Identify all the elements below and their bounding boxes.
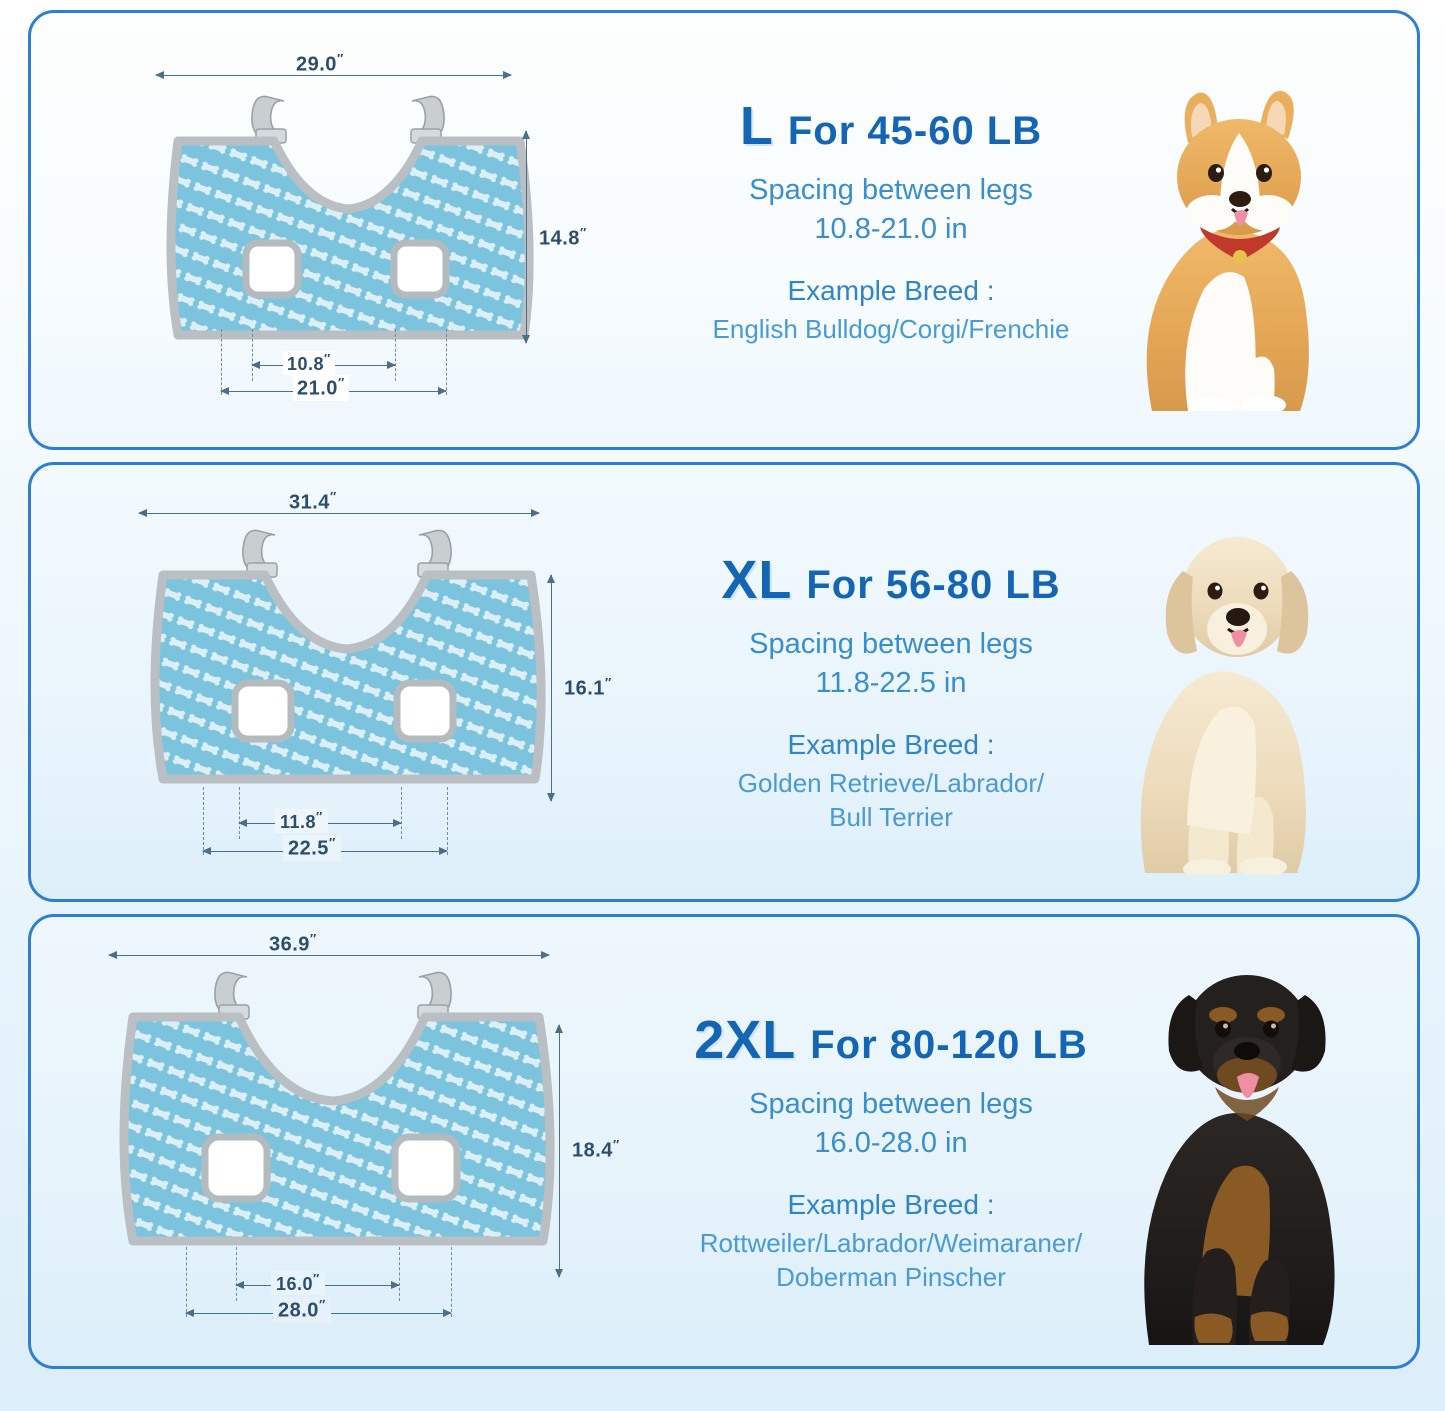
breed-heading-2xl: Example Breed : — [787, 1189, 995, 1221]
tick-outer-right-2xl — [451, 1247, 452, 1317]
size-heading-2xl — [631, 1009, 1151, 1071]
breed-heading-l: Example Breed : — [787, 275, 995, 307]
harness-illustration-l — [156, 93, 556, 383]
inner-spacing-label-xl: 11.8″ — [275, 809, 328, 833]
tick-inner-left-l — [252, 329, 253, 381]
spacing-label-l: Spacing between legs — [749, 174, 1033, 206]
weight-range-2xl: For 80-120 LB — [810, 1023, 1088, 1067]
spacing-value-l: 10.8-21.0 in — [814, 213, 968, 246]
dog-photo-rottweiler — [1097, 937, 1377, 1352]
size-card-l — [28, 10, 1420, 450]
corgi-icon — [1092, 81, 1362, 411]
weight-range-l: For 45-60 LB — [787, 109, 1043, 153]
weight-range-xl: For 56-80 LB — [806, 563, 1061, 607]
breed-list-l: English Bulldog/Corgi/Frenchie — [712, 314, 1070, 345]
size-heading-l — [631, 95, 1151, 157]
golden-retriever-icon — [1097, 505, 1347, 875]
size-tag-xl: XL — [721, 550, 793, 610]
harness-illustration-2xl — [109, 969, 579, 1289]
tick-inner-right-xl — [401, 787, 402, 839]
height-arrow-xl — [551, 575, 552, 801]
size-card-xl — [28, 462, 1420, 902]
size-tag-2xl: 2XL — [694, 1010, 797, 1070]
harness-diagram-xl — [61, 465, 621, 899]
outer-spacing-label-l: 21.0″ — [293, 375, 349, 401]
tick-outer-right-l — [446, 329, 447, 395]
width-label-l: 29.0″ — [296, 51, 344, 76]
height-label-xl: 16.1″ — [564, 675, 612, 700]
size-info-2xl — [631, 1009, 1151, 1295]
breed-list-xl-line1: Golden Retrieve/Labrador/ — [737, 768, 1045, 799]
height-label-l: 14.8″ — [539, 225, 587, 250]
width-label-2xl: 36.9″ — [269, 931, 317, 956]
tick-outer-right-xl — [447, 787, 448, 855]
inner-spacing-label-2xl: 16.0″ — [271, 1271, 325, 1295]
dog-photo-golden-retriever — [1097, 505, 1347, 880]
size-card-2xl — [28, 914, 1420, 1369]
breed-heading-xl: Example Breed : — [787, 729, 995, 761]
size-tag-l: L — [739, 96, 774, 156]
tick-inner-right-l — [395, 329, 396, 381]
breed-list-2xl-line2: Doberman Pinscher — [776, 1262, 1006, 1293]
rottweiler-icon — [1097, 937, 1377, 1347]
width-label-xl: 31.4″ — [289, 489, 337, 514]
size-info-xl — [631, 549, 1151, 835]
inner-spacing-label-l: 10.8″ — [283, 351, 335, 375]
spacing-label-2xl: Spacing between legs — [749, 1088, 1033, 1120]
height-arrow-l — [526, 131, 527, 343]
width-arrow-xl — [139, 513, 539, 514]
height-arrow-2xl — [559, 1025, 560, 1277]
harness-diagram-2xl — [61, 917, 621, 1366]
spacing-value-xl: 11.8-22.5 in — [815, 667, 967, 700]
tick-outer-left-xl — [203, 787, 204, 855]
outer-spacing-label-2xl: 28.0″ — [273, 1297, 331, 1323]
tick-inner-right-2xl — [399, 1247, 400, 1301]
breed-list-xl-line2: Bull Terrier — [829, 802, 953, 833]
tick-outer-left-2xl — [186, 1247, 187, 1317]
size-heading-xl — [631, 549, 1151, 611]
tick-inner-left-2xl — [236, 1247, 237, 1301]
width-arrow-2xl — [109, 955, 549, 956]
spacing-value-2xl: 16.0-28.0 in — [814, 1127, 968, 1160]
tick-inner-left-xl — [239, 787, 240, 839]
outer-spacing-label-xl: 22.5″ — [283, 835, 341, 861]
height-label-2xl: 18.4″ — [572, 1137, 620, 1162]
tick-outer-left-l — [221, 329, 222, 395]
harness-illustration-xl — [139, 527, 569, 827]
dog-photo-corgi — [1092, 81, 1362, 416]
harness-diagram-l — [61, 13, 621, 447]
spacing-label-xl: Spacing between legs — [749, 628, 1033, 660]
size-info-l — [631, 95, 1151, 347]
breed-list-2xl-line1: Rottweiler/Labrador/Weimaraner/ — [699, 1228, 1083, 1259]
